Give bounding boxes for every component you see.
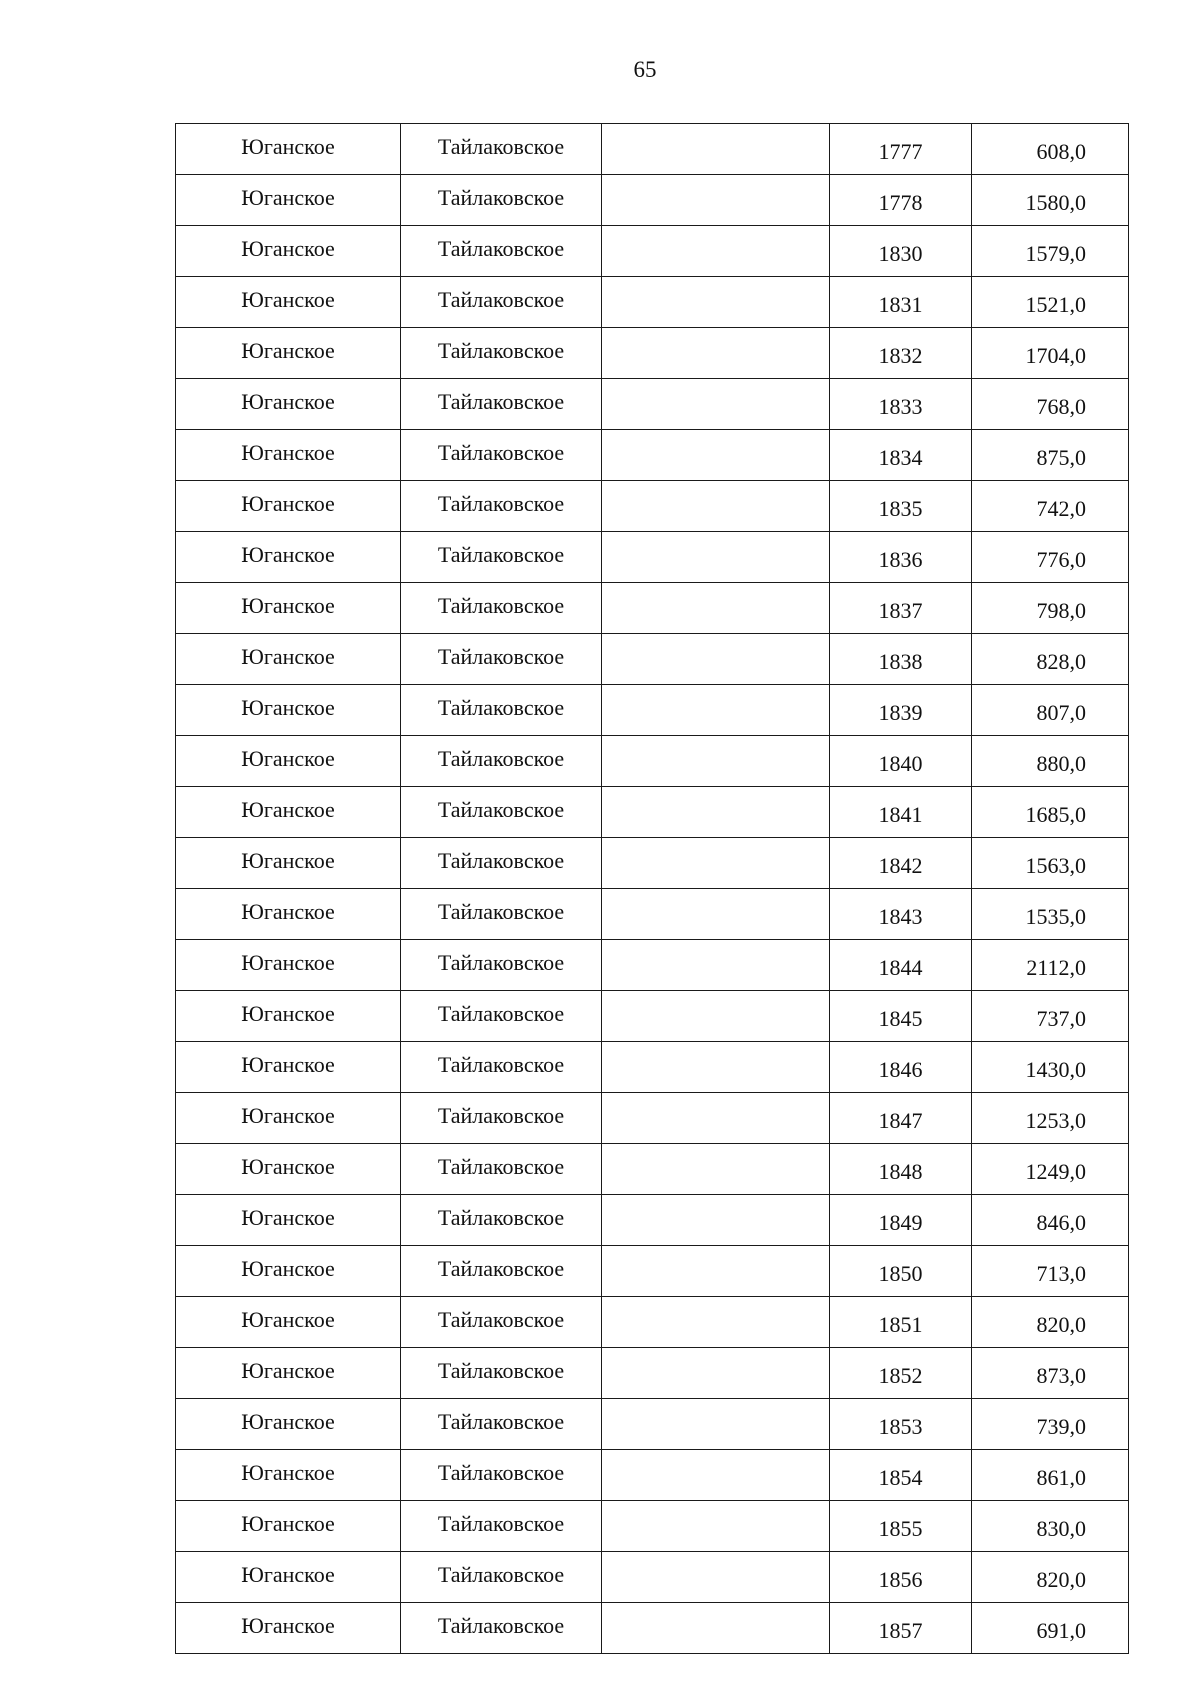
table-row — [176, 991, 1129, 1042]
number-cell: 1838 — [830, 634, 972, 685]
number-cell: 1850 — [830, 1246, 972, 1297]
number-cell: 1853 — [830, 1399, 972, 1450]
note-cell — [602, 1093, 830, 1144]
value-cell: 873,0 — [972, 1348, 1129, 1399]
license-area-cell: Тайлаковское — [401, 1450, 602, 1501]
field-cell: Юганское — [176, 1093, 401, 1144]
value-cell: 1580,0 — [972, 175, 1129, 226]
table-row — [176, 685, 1129, 736]
table-row — [176, 1144, 1129, 1195]
license-area-cell: Тайлаковское — [401, 226, 602, 277]
table-row — [176, 1093, 1129, 1144]
field-cell: Юганское — [176, 889, 401, 940]
license-area-cell: Тайлаковское — [401, 991, 602, 1042]
value-cell: 798,0 — [972, 583, 1129, 634]
note-cell — [602, 226, 830, 277]
number-cell: 1848 — [830, 1144, 972, 1195]
number-cell: 1841 — [830, 787, 972, 838]
license-area-cell: Тайлаковское — [401, 430, 602, 481]
value-cell: 1249,0 — [972, 1144, 1129, 1195]
table-row — [176, 1603, 1129, 1654]
license-area-cell: Тайлаковское — [401, 1246, 602, 1297]
number-cell: 1837 — [830, 583, 972, 634]
license-area-cell: Тайлаковское — [401, 736, 602, 787]
field-cell: Юганское — [176, 532, 401, 583]
table-row — [176, 277, 1129, 328]
field-cell: Юганское — [176, 328, 401, 379]
field-cell: Юганское — [176, 838, 401, 889]
license-area-cell: Тайлаковское — [401, 175, 602, 226]
value-cell: 846,0 — [972, 1195, 1129, 1246]
license-area-cell: Тайлаковское — [401, 685, 602, 736]
note-cell — [602, 481, 830, 532]
note-cell — [602, 175, 830, 226]
license-area-cell: Тайлаковское — [401, 1552, 602, 1603]
license-area-cell: Тайлаковское — [401, 1042, 602, 1093]
value-cell: 1563,0 — [972, 838, 1129, 889]
field-cell: Юганское — [176, 124, 401, 175]
number-cell: 1831 — [830, 277, 972, 328]
table-row — [176, 940, 1129, 991]
number-cell: 1856 — [830, 1552, 972, 1603]
table-row — [176, 1399, 1129, 1450]
license-area-cell: Тайлаковское — [401, 1297, 602, 1348]
license-area-cell: Тайлаковское — [401, 1144, 602, 1195]
license-area-cell: Тайлаковское — [401, 481, 602, 532]
table-row — [176, 481, 1129, 532]
field-cell: Юганское — [176, 685, 401, 736]
field-cell: Юганское — [176, 940, 401, 991]
number-cell: 1835 — [830, 481, 972, 532]
table-row — [176, 1501, 1129, 1552]
table-row — [176, 1450, 1129, 1501]
license-area-cell: Тайлаковское — [401, 889, 602, 940]
field-cell: Юганское — [176, 226, 401, 277]
field-cell: Юганское — [176, 1501, 401, 1552]
license-area-cell: Тайлаковское — [401, 583, 602, 634]
license-area-cell: Тайлаковское — [401, 1195, 602, 1246]
note-cell — [602, 1450, 830, 1501]
number-cell: 1840 — [830, 736, 972, 787]
page-number: 65 — [633, 57, 657, 82]
note-cell — [602, 889, 830, 940]
note-cell — [602, 124, 830, 175]
table-row — [176, 634, 1129, 685]
license-area-cell: Тайлаковское — [401, 532, 602, 583]
license-area-cell: Тайлаковское — [401, 1093, 602, 1144]
number-cell: 1778 — [830, 175, 972, 226]
number-cell: 1833 — [830, 379, 972, 430]
note-cell — [602, 940, 830, 991]
note-cell — [602, 685, 830, 736]
value-cell: 1704,0 — [972, 328, 1129, 379]
note-cell — [602, 379, 830, 430]
value-cell: 1535,0 — [972, 889, 1129, 940]
number-cell: 1845 — [830, 991, 972, 1042]
value-cell: 1430,0 — [972, 1042, 1129, 1093]
value-cell: 1253,0 — [972, 1093, 1129, 1144]
note-cell — [602, 277, 830, 328]
license-area-cell: Тайлаковское — [401, 124, 602, 175]
number-cell: 1849 — [830, 1195, 972, 1246]
table-row — [176, 379, 1129, 430]
value-cell: 861,0 — [972, 1450, 1129, 1501]
table-row — [176, 1297, 1129, 1348]
table-row — [176, 328, 1129, 379]
value-cell: 691,0 — [972, 1603, 1129, 1654]
field-cell: Юганское — [176, 1603, 401, 1654]
field-cell: Юганское — [176, 1297, 401, 1348]
note-cell — [602, 838, 830, 889]
value-cell: 828,0 — [972, 634, 1129, 685]
note-cell — [602, 736, 830, 787]
number-cell: 1777 — [830, 124, 972, 175]
value-cell: 713,0 — [972, 1246, 1129, 1297]
field-cell: Юганское — [176, 1348, 401, 1399]
number-cell: 1836 — [830, 532, 972, 583]
field-cell: Юганское — [176, 1144, 401, 1195]
note-cell — [602, 991, 830, 1042]
number-cell: 1842 — [830, 838, 972, 889]
table-row — [176, 736, 1129, 787]
table-row — [176, 175, 1129, 226]
data-table — [175, 123, 1129, 1654]
note-cell — [602, 1501, 830, 1552]
note-cell — [602, 583, 830, 634]
value-cell: 742,0 — [972, 481, 1129, 532]
field-cell: Юганское — [176, 481, 401, 532]
license-area-cell: Тайлаковское — [401, 277, 602, 328]
note-cell — [602, 1603, 830, 1654]
value-cell: 1521,0 — [972, 277, 1129, 328]
number-cell: 1847 — [830, 1093, 972, 1144]
number-cell: 1855 — [830, 1501, 972, 1552]
value-cell: 820,0 — [972, 1552, 1129, 1603]
value-cell: 737,0 — [972, 991, 1129, 1042]
number-cell: 1851 — [830, 1297, 972, 1348]
license-area-cell: Тайлаковское — [401, 1501, 602, 1552]
note-cell — [602, 1042, 830, 1093]
note-cell — [602, 1399, 830, 1450]
number-cell: 1830 — [830, 226, 972, 277]
note-cell — [602, 1246, 830, 1297]
value-cell: 608,0 — [972, 124, 1129, 175]
number-cell: 1832 — [830, 328, 972, 379]
license-area-cell: Тайлаковское — [401, 328, 602, 379]
table-row — [176, 1246, 1129, 1297]
table-body — [176, 124, 1129, 1654]
table-row — [176, 532, 1129, 583]
field-cell: Юганское — [176, 1042, 401, 1093]
field-cell: Юганское — [176, 736, 401, 787]
value-cell: 776,0 — [972, 532, 1129, 583]
note-cell — [602, 1348, 830, 1399]
note-cell — [602, 1297, 830, 1348]
value-cell: 1685,0 — [972, 787, 1129, 838]
table-row — [176, 1042, 1129, 1093]
field-cell: Юганское — [176, 379, 401, 430]
note-cell — [602, 532, 830, 583]
field-cell: Юганское — [176, 583, 401, 634]
number-cell: 1857 — [830, 1603, 972, 1654]
table-row — [176, 430, 1129, 481]
table-row — [176, 583, 1129, 634]
note-cell — [602, 787, 830, 838]
license-area-cell: Тайлаковское — [401, 379, 602, 430]
field-cell: Юганское — [176, 1399, 401, 1450]
note-cell — [602, 328, 830, 379]
field-cell: Юганское — [176, 1552, 401, 1603]
field-cell: Юганское — [176, 991, 401, 1042]
value-cell: 739,0 — [972, 1399, 1129, 1450]
value-cell: 1579,0 — [972, 226, 1129, 277]
number-cell: 1852 — [830, 1348, 972, 1399]
value-cell: 820,0 — [972, 1297, 1129, 1348]
value-cell: 807,0 — [972, 685, 1129, 736]
number-cell: 1854 — [830, 1450, 972, 1501]
field-cell: Юганское — [176, 1195, 401, 1246]
value-cell: 875,0 — [972, 430, 1129, 481]
number-cell: 1844 — [830, 940, 972, 991]
table-row — [176, 1195, 1129, 1246]
note-cell — [602, 1195, 830, 1246]
table-row — [176, 124, 1129, 175]
field-cell: Юганское — [176, 175, 401, 226]
license-area-cell: Тайлаковское — [401, 838, 602, 889]
table-row — [176, 787, 1129, 838]
note-cell — [602, 634, 830, 685]
note-cell — [602, 1144, 830, 1195]
license-area-cell: Тайлаковское — [401, 787, 602, 838]
license-area-cell: Тайлаковское — [401, 1603, 602, 1654]
license-area-cell: Тайлаковское — [401, 634, 602, 685]
value-cell: 768,0 — [972, 379, 1129, 430]
number-cell: 1839 — [830, 685, 972, 736]
license-area-cell: Тайлаковское — [401, 940, 602, 991]
value-cell: 2112,0 — [972, 940, 1129, 991]
number-cell: 1834 — [830, 430, 972, 481]
field-cell: Юганское — [176, 634, 401, 685]
field-cell: Юганское — [176, 1450, 401, 1501]
value-cell: 880,0 — [972, 736, 1129, 787]
field-cell: Юганское — [176, 430, 401, 481]
field-cell: Юганское — [176, 787, 401, 838]
number-cell: 1846 — [830, 1042, 972, 1093]
license-area-cell: Тайлаковское — [401, 1348, 602, 1399]
number-cell: 1843 — [830, 889, 972, 940]
value-cell: 830,0 — [972, 1501, 1129, 1552]
table-row — [176, 889, 1129, 940]
table-row — [176, 226, 1129, 277]
note-cell — [602, 430, 830, 481]
note-cell — [602, 1552, 830, 1603]
field-cell: Юганское — [176, 277, 401, 328]
field-cell: Юганское — [176, 1246, 401, 1297]
table-row — [176, 1348, 1129, 1399]
table-row — [176, 1552, 1129, 1603]
table-row — [176, 838, 1129, 889]
license-area-cell: Тайлаковское — [401, 1399, 602, 1450]
